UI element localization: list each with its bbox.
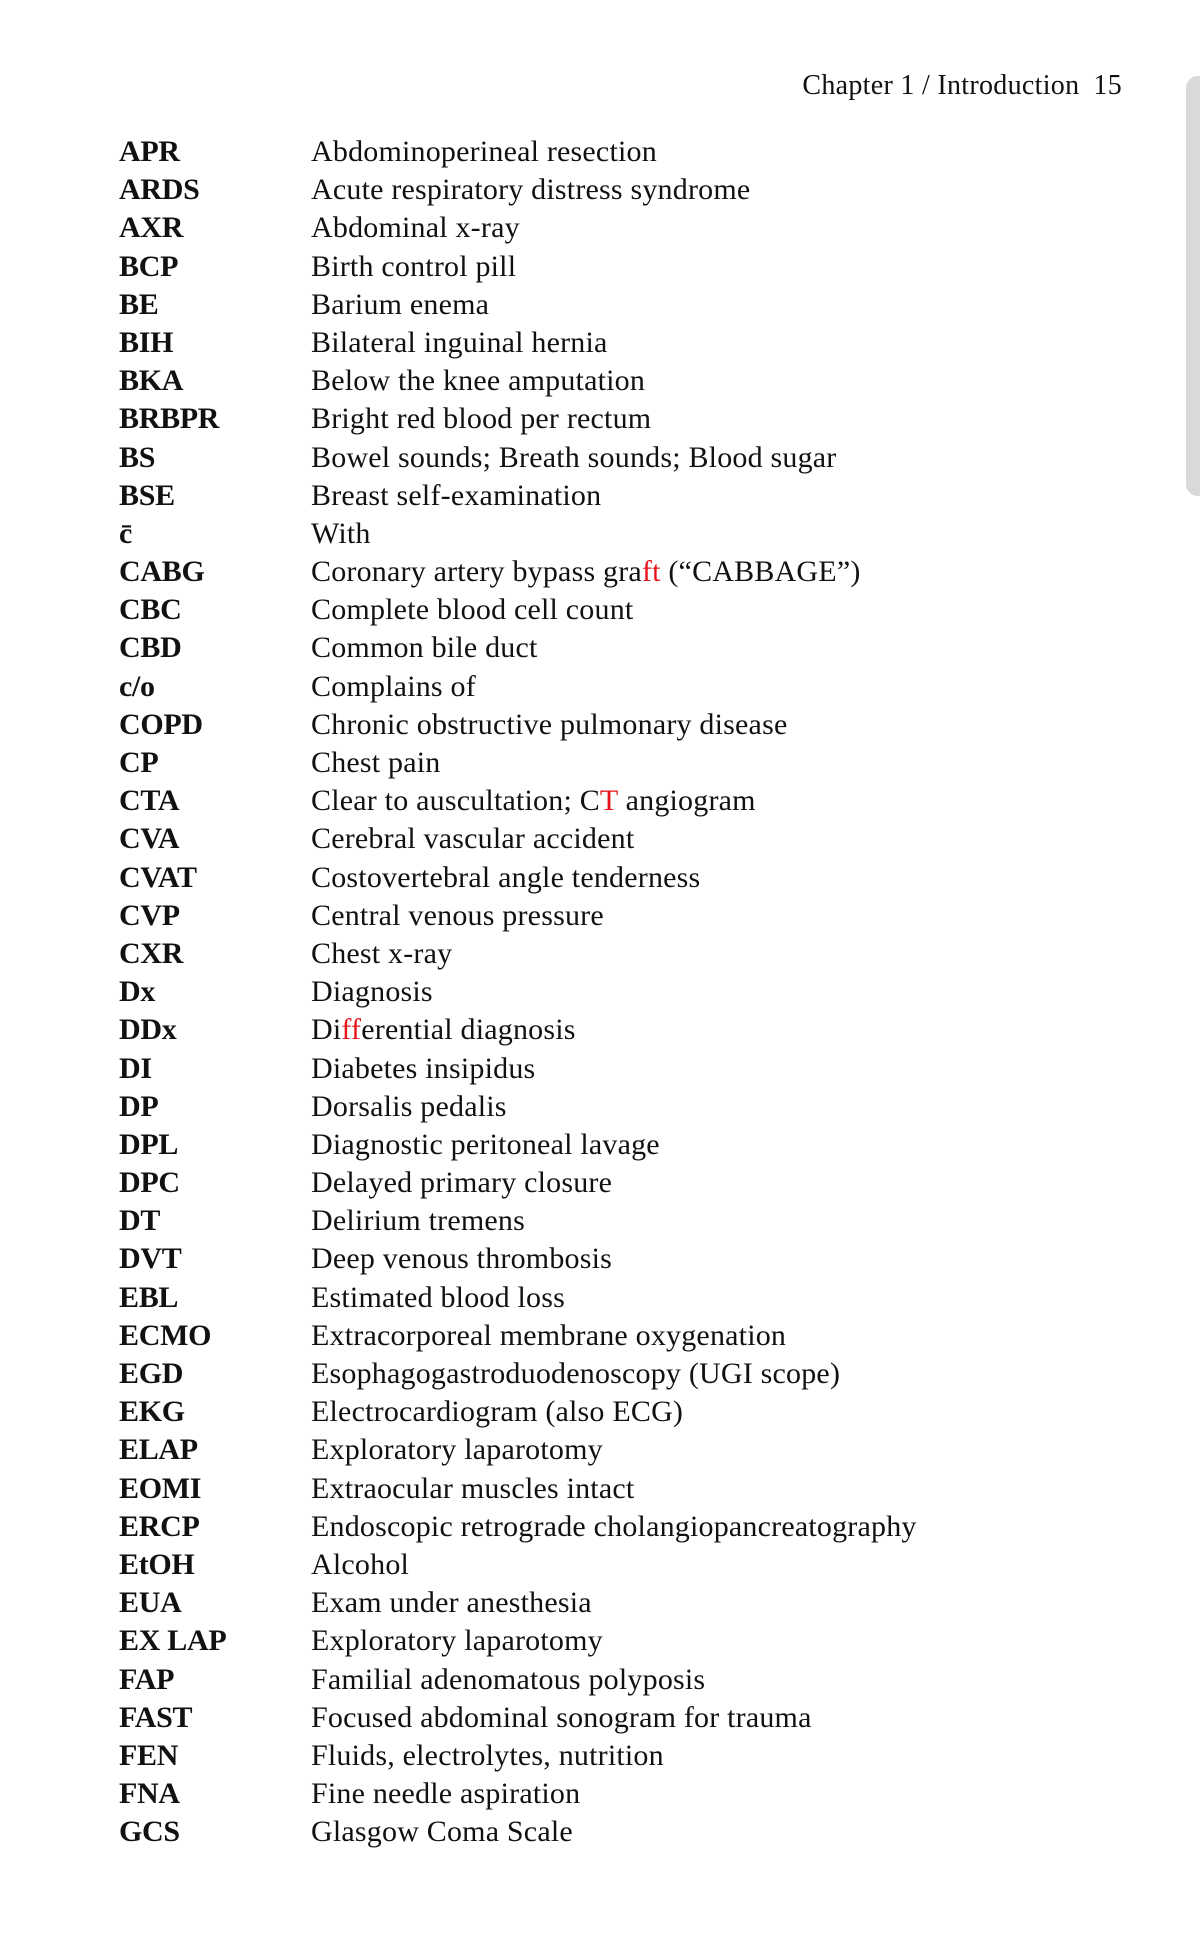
abbreviation-term: CP — [119, 746, 159, 779]
abbreviation-definition — [311, 1813, 573, 1851]
abbreviation-definition — [311, 1202, 525, 1240]
abbreviation-term: EOMI — [119, 1471, 202, 1505]
abbreviation-row — [119, 1317, 1119, 1355]
abbreviation-term: CVP — [119, 898, 180, 932]
highlighted-ligature: T — [599, 784, 618, 818]
definition-text: Delirium tremens — [311, 1204, 525, 1238]
abbreviation-row — [119, 973, 1119, 1011]
abbreviation-definition — [311, 209, 520, 247]
abbreviation-row — [119, 859, 1119, 897]
abbreviation-row — [119, 1355, 1119, 1393]
abbreviation-term: DVT — [119, 1242, 182, 1276]
definition-text: Extraocular muscles intact — [311, 1471, 635, 1505]
abbreviation-term: CBD — [119, 631, 182, 665]
abbreviation-definition — [311, 859, 700, 897]
abbreviation-definition — [311, 897, 604, 935]
abbreviation-row — [119, 171, 1119, 209]
definition-text: (“CABBAGE”) — [660, 555, 861, 589]
abbreviation-row — [119, 935, 1119, 973]
definition-text: Dorsalis pedalis — [311, 1089, 507, 1123]
abbreviation-definition — [311, 324, 608, 362]
definition-text: Diagnosis — [311, 975, 433, 1009]
definition-text: Extracorporeal membrane oxygenation — [311, 1318, 787, 1352]
abbreviation-term: BSE — [119, 478, 175, 512]
abbreviation-row — [119, 439, 1119, 477]
definition-text: Familial adenomatous polyposis — [311, 1662, 706, 1696]
abbreviation-definition — [311, 477, 601, 515]
abbreviation-row — [119, 1699, 1119, 1737]
abbreviation-term: CVA — [119, 822, 180, 856]
abbreviation-definition — [311, 1470, 634, 1508]
definition-text: Barium enema — [311, 287, 490, 321]
abbreviation-row — [119, 744, 1119, 782]
abbreviation-row — [119, 1470, 1119, 1508]
abbreviation-definition — [311, 1584, 592, 1622]
definition-text: Costovertebral angle tenderness — [311, 860, 701, 894]
definition-text: Electrocardiogram (also ECG) — [311, 1395, 684, 1429]
abbreviation-row — [119, 1546, 1119, 1584]
definition-text: Glasgow Coma Scale — [311, 1815, 573, 1849]
abbreviation-definition — [311, 629, 538, 667]
definition-text: Bright red blood per rectum — [311, 402, 652, 436]
abbreviation-row — [119, 1240, 1119, 1278]
definition-text: Fine needle aspiration — [311, 1777, 581, 1811]
definition-text: Common bile duct — [311, 631, 538, 665]
highlighted-ligature: ff — [341, 1013, 362, 1047]
definition-text: erential diagnosis — [361, 1013, 576, 1047]
abbreviation-term: c̄ — [119, 516, 133, 550]
definition-text: Diabetes insipidus — [311, 1051, 536, 1085]
abbreviation-row — [119, 1011, 1119, 1049]
definition-text: Esophagogastroduodenoscopy (UGI scope) — [311, 1357, 841, 1390]
abbreviation-row — [119, 1622, 1119, 1660]
abbreviation-term: EX LAP — [119, 1624, 227, 1658]
abbreviation-row — [119, 1279, 1119, 1317]
abbreviation-definition — [311, 1508, 917, 1546]
definition-text: Exploratory laparotomy — [311, 1624, 603, 1658]
abbreviation-term: ARDS — [119, 173, 200, 207]
abbreviation-definition — [311, 935, 452, 973]
definition-text: Cerebral vascular accident — [311, 822, 635, 856]
definition-text: With — [311, 516, 371, 550]
abbreviation-row — [119, 553, 1119, 591]
abbreviation-definition — [311, 362, 645, 400]
definition-text: Fluids, electrolytes, nutrition — [311, 1738, 664, 1772]
definition-text: Chronic obstructive pulmonary disease — [311, 707, 788, 741]
abbreviation-row — [119, 248, 1119, 286]
abbreviation-term: FNA — [119, 1777, 180, 1811]
abbreviation-row — [119, 897, 1119, 935]
abbreviation-definition — [311, 1126, 660, 1164]
abbreviation-list — [119, 133, 1119, 1851]
abbreviation-row — [119, 1508, 1119, 1546]
abbreviation-term: COPD — [119, 707, 203, 741]
abbreviation-definition — [311, 515, 371, 553]
abbreviation-row — [119, 706, 1119, 744]
abbreviation-term: APR — [119, 135, 180, 168]
abbreviation-row — [119, 1775, 1119, 1813]
abbreviation-row — [119, 133, 1119, 171]
definition-text: Estimated blood loss — [311, 1280, 565, 1314]
abbreviation-definition — [311, 1317, 786, 1355]
abbreviation-row — [119, 1202, 1119, 1240]
abbreviation-term: BKA — [119, 364, 184, 398]
abbreviation-definition — [311, 1240, 612, 1278]
definition-text: Complete blood cell count — [311, 593, 634, 627]
definition-text: Clear to auscultation; C — [311, 784, 600, 818]
abbreviation-term: CXR — [119, 936, 184, 970]
page-number: 15 — [1093, 70, 1122, 101]
definition-text: Abdominal x-ray — [311, 211, 520, 245]
definition-text: Acute respiratory distress syndrome — [311, 173, 751, 207]
abbreviation-row — [119, 400, 1119, 438]
definition-text: Coronary artery bypass gra — [311, 555, 642, 589]
definition-text: Complains of — [311, 669, 476, 703]
definition-text: Breast self-examination — [311, 478, 602, 512]
abbreviation-row — [119, 1737, 1119, 1775]
definition-text: angiogram — [617, 784, 756, 818]
abbreviation-row — [119, 477, 1119, 515]
running-header — [802, 70, 1122, 102]
definition-text: Deep venous thrombosis — [311, 1242, 613, 1276]
abbreviation-definition — [311, 171, 750, 209]
abbreviation-term: Dx — [119, 975, 156, 1009]
abbreviation-term: EBL — [119, 1280, 179, 1314]
definition-text: Diagnostic peritoneal lavage — [311, 1127, 660, 1161]
definition-text: Birth control pill — [311, 249, 517, 283]
abbreviation-row — [119, 286, 1119, 324]
abbreviation-definition — [311, 820, 634, 858]
abbreviation-row — [119, 362, 1119, 400]
thumb-tab — [1186, 76, 1200, 496]
abbreviation-term: CABG — [119, 555, 205, 589]
abbreviation-row — [119, 1164, 1119, 1202]
abbreviation-row — [119, 629, 1119, 667]
abbreviation-definition — [311, 1393, 683, 1431]
abbreviation-term: DI — [119, 1051, 152, 1085]
abbreviation-term: DPL — [119, 1127, 179, 1161]
abbreviation-row — [119, 820, 1119, 858]
abbreviation-definition — [311, 1431, 603, 1469]
abbreviation-term: CBC — [119, 593, 182, 627]
definition-text: Alcohol — [311, 1547, 410, 1581]
definition-text: Chest x-ray — [311, 936, 453, 970]
abbreviation-term: BIH — [119, 325, 174, 359]
abbreviation-term: c/o — [119, 669, 155, 703]
abbreviation-definition — [311, 1737, 664, 1775]
abbreviation-term: DT — [119, 1204, 161, 1238]
abbreviation-definition — [311, 744, 441, 782]
abbreviation-term: FAST — [119, 1700, 193, 1734]
abbreviation-term: DP — [119, 1089, 159, 1123]
abbreviation-definition — [311, 1355, 840, 1393]
definition-text: Endoscopic retrograde cholangiopancreatography — [311, 1509, 917, 1543]
abbreviation-term: CTA — [119, 784, 180, 818]
abbreviation-definition — [311, 1011, 576, 1049]
definition-text: Delayed primary closure — [311, 1166, 613, 1200]
abbreviation-term: ERCP — [119, 1509, 200, 1543]
abbreviation-row — [119, 668, 1119, 706]
definition-text: Focused abdominal sonogram for trauma — [311, 1700, 812, 1734]
abbreviation-definition — [311, 591, 633, 629]
abbreviation-definition — [311, 133, 657, 171]
definition-text: Exam under anesthesia — [311, 1586, 592, 1620]
abbreviation-definition — [311, 1622, 603, 1660]
abbreviation-row — [119, 782, 1119, 820]
abbreviation-definition — [311, 400, 651, 438]
abbreviation-term: EGD — [119, 1357, 184, 1390]
abbreviation-term: BS — [119, 440, 156, 474]
abbreviation-term: FEN — [119, 1738, 179, 1772]
abbreviation-term: EtOH — [119, 1547, 195, 1581]
abbreviation-row — [119, 1661, 1119, 1699]
abbreviation-definition — [311, 1164, 612, 1202]
abbreviation-row — [119, 591, 1119, 629]
definition-text: Central venous pressure — [311, 898, 604, 932]
abbreviation-definition — [311, 1088, 507, 1126]
abbreviation-row — [119, 209, 1119, 247]
abbreviation-row — [119, 1431, 1119, 1469]
abbreviation-term: EKG — [119, 1395, 185, 1429]
abbreviation-definition — [311, 286, 489, 324]
abbreviation-row — [119, 1393, 1119, 1431]
abbreviation-term: DDx — [119, 1013, 177, 1047]
abbreviation-definition — [311, 706, 787, 744]
abbreviation-row — [119, 1584, 1119, 1622]
abbreviation-definition — [311, 1279, 565, 1317]
definition-text: Di — [311, 1013, 342, 1047]
abbreviation-definition — [311, 248, 516, 286]
abbreviation-definition — [311, 668, 476, 706]
abbreviation-row — [119, 1088, 1119, 1126]
abbreviation-term: GCS — [119, 1815, 180, 1849]
abbreviation-term: BCP — [119, 249, 179, 283]
definition-text: Below the knee amputation — [311, 364, 646, 398]
abbreviation-term: ELAP — [119, 1433, 198, 1467]
definition-text: Bowel sounds; Breath sounds; Blood sugar — [311, 440, 837, 474]
abbreviation-term: DPC — [119, 1166, 180, 1200]
abbreviation-term: BRBPR — [119, 402, 220, 436]
abbreviation-definition — [311, 439, 837, 477]
abbreviation-definition — [311, 1661, 705, 1699]
chapter-title: Chapter 1 / Introduction — [802, 70, 1080, 101]
abbreviation-term: ECMO — [119, 1318, 212, 1352]
abbreviation-definition — [311, 1775, 580, 1813]
abbreviation-row — [119, 324, 1119, 362]
abbreviation-row — [119, 1126, 1119, 1164]
abbreviation-definition — [311, 1699, 812, 1737]
abbreviation-definition — [311, 1050, 535, 1088]
abbreviation-row — [119, 1050, 1119, 1088]
abbreviation-term: AXR — [119, 211, 184, 245]
abbreviation-definition — [311, 973, 433, 1011]
definition-text: Chest pain — [311, 746, 441, 779]
abbreviation-term: FAP — [119, 1662, 175, 1696]
definition-text: Bilateral inguinal hernia — [311, 325, 608, 359]
abbreviation-definition — [311, 553, 861, 591]
abbreviation-row — [119, 1813, 1119, 1851]
abbreviation-row — [119, 515, 1119, 553]
definition-text: Exploratory laparotomy — [311, 1433, 603, 1467]
abbreviation-term: CVAT — [119, 860, 197, 894]
abbreviation-definition — [311, 1546, 409, 1584]
definition-text: Abdominoperineal resection — [311, 135, 657, 168]
abbreviation-term: BE — [119, 287, 159, 321]
abbreviation-term: EUA — [119, 1586, 182, 1620]
highlighted-ligature: ft — [641, 555, 661, 589]
abbreviation-definition — [311, 782, 756, 820]
